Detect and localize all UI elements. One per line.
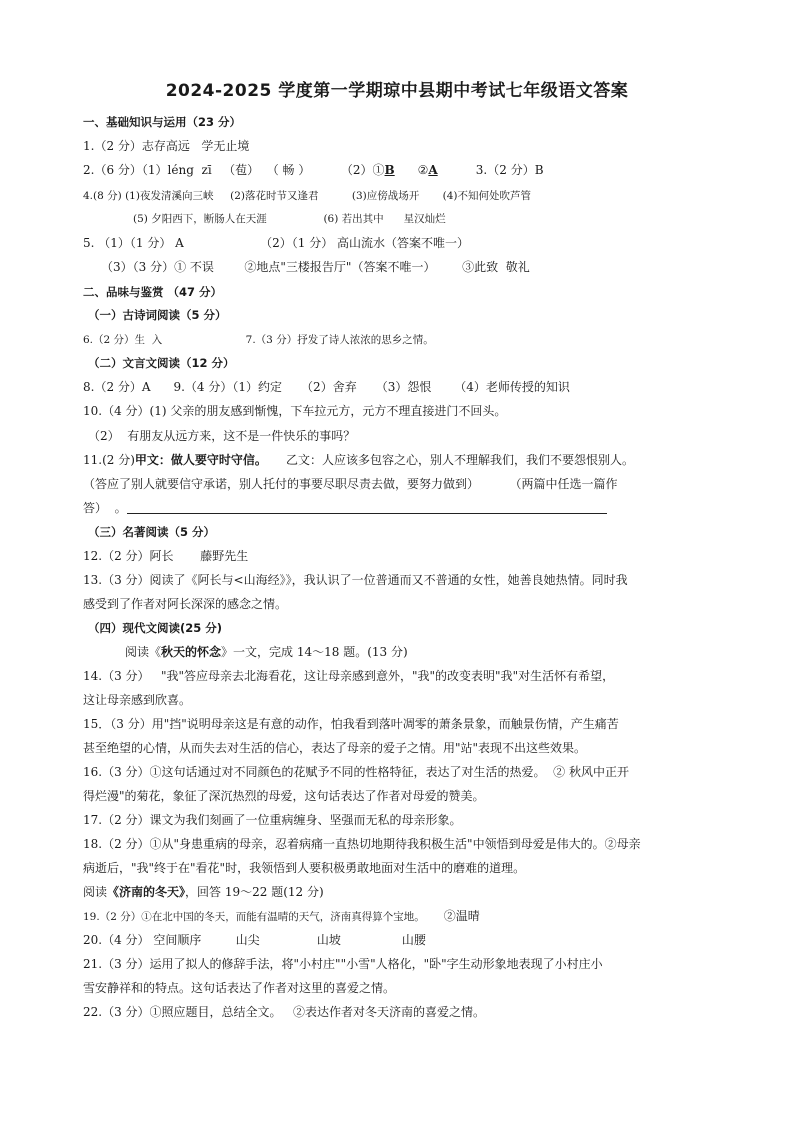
answer-6-7: 6.（2 分）生 入 7.（3 分）抒发了诗人浓浓的思乡之情。 bbox=[83, 334, 434, 346]
answer-21-line-1: 21.（3 分）运用了拟人的修辞手法，将"小村庄""小雪"人格化，"卧"字生动形象地表现了小村庄小 bbox=[83, 957, 603, 971]
document-title: 2024-2025 学度第一学期琼中县期中考试七年级语文答案 bbox=[165, 81, 629, 101]
subsection-modern-heading: （四）现代文阅读(25 分) bbox=[88, 621, 223, 635]
answer-11-jia: 甲文：做人要守时守信。 bbox=[134, 453, 267, 467]
answer-15-line-1: 15．（3 分）用"挡"说明母亲这是有意的动作，怕我看到落叶凋零的萧条景象，而触景伤情，产生痛苦 bbox=[83, 717, 619, 731]
answer-10-line-1: 10.（4 分）(1) 父亲的朋友感到惭愧，下车拉元方，元方不理直接进门不回头。 bbox=[83, 404, 507, 418]
reading-2-pre: 阅读 bbox=[83, 885, 108, 899]
answer-3-text: 3.（2 分）B bbox=[437, 163, 544, 177]
answer-20: 20.（4 分） 空间顺序 山尖 山坡 山腰 bbox=[83, 933, 426, 947]
reading-2-instruction bbox=[83, 884, 324, 900]
reading-1-pre: 阅读《 bbox=[125, 645, 162, 659]
answer-11-line-1 bbox=[83, 452, 634, 468]
answer-14-line-2: 这让母亲感到欣喜。 bbox=[83, 693, 192, 707]
answer-18-line-1: 18.（2 分）①从"身患重病的母亲，忍着病痛一直热切地期待我积极生活"中领悟到母爱是伟大的。②母亲 bbox=[83, 837, 641, 851]
answer-2-choice-2: A bbox=[428, 163, 438, 177]
answer-5-line-2: （3）（3 分）① 不误 ②地点"三楼报告厅"（答案不唯一） ③此致 敬礼 bbox=[101, 260, 530, 274]
answer-2-sep: ② bbox=[394, 163, 429, 177]
answer-10-line-2: （2） 有朋友从远方来，这不是一件快乐的事吗？ bbox=[88, 429, 356, 443]
subsection-classical-heading: （二）文言文阅读（12 分） bbox=[88, 356, 235, 370]
reading-1-instruction bbox=[125, 644, 408, 660]
answer-16-line-1: 16.（3 分）①这句话通过对不同颜色的花赋予不同的性格特征，表达了对生活的热爱。 ② 秋风中正开 bbox=[83, 765, 629, 779]
answer-11-line-2: （答应了别人就要信守承诺，别人托付的事要尽职尽责去做，要努力做到） （两篇中任选一篇作 bbox=[83, 477, 618, 491]
answer-2-text: 2.（6 分）（1）léng zī （苞） （ 畅 ） （2）① bbox=[83, 163, 385, 177]
answer-19-part-1: 19.（2 分）①在北中国的冬天，而能有温晴的天气，济南真得算个宝地。 bbox=[83, 911, 425, 923]
answer-13-line-1: 13.（3 分）阅读了《阿长与<山海经》》，我认识了一位普通而又不普通的女性，她善良她热情。同时我 bbox=[83, 573, 628, 587]
section-1-heading: 一、基础知识与运用（23 分） bbox=[83, 115, 242, 129]
reading-1-post: 》一文，完成 14～18 题。(13 分) bbox=[221, 645, 408, 659]
answer-15-line-2: 甚至绝望的心情，从而失去对生活的信心，表达了母亲的爱子之情。用"站"表现不出这些效果。 bbox=[83, 741, 587, 755]
answer-1: 1.（2 分）志存高远 学无止境 bbox=[83, 139, 250, 153]
answer-19 bbox=[83, 908, 480, 925]
answer-blank-line bbox=[127, 513, 607, 514]
answer-22: 22.（3 分）①照应题目，总结全文。 ②表达作者对冬天济南的喜爱之情。 bbox=[83, 1005, 485, 1019]
answer-5-line-1: 5. （1）（1 分） A （2）（1 分） 高山流水（答案不唯一） bbox=[83, 236, 470, 250]
answer-11-line-3: 答） 。 bbox=[83, 501, 127, 515]
answer-8-9: 8.（2 分）A 9.（4 分）（1）约定 （2）舍弃 （3）怨恨 （4）老师传授的知识 bbox=[83, 380, 570, 394]
answer-2-3 bbox=[83, 162, 544, 178]
reading-2-title: 《济南的冬天》 bbox=[107, 885, 186, 899]
answer-16-line-2: 得烂漫"的菊花，象征了深沉热烈的母爱，这句话表达了作者对母爱的赞美。 bbox=[83, 789, 485, 803]
answer-19-part-2: ②温晴 bbox=[424, 909, 480, 923]
subsection-classics-heading: （三）名著阅读（5 分） bbox=[88, 525, 216, 539]
answer-18-line-2: 病逝后，"我"终于在"看花"时，我领悟到人要积极勇敢地面对生活中的磨难的道理。 bbox=[83, 861, 526, 875]
answer-4-line-2: (5) 夕阳西下，断肠人在天涯 (6) 若出其中 星汉灿烂 bbox=[133, 213, 446, 225]
answer-11-yi: 乙文：人应该多包容之心，别人不理解我们，我们不要怨恨别人。 bbox=[266, 453, 634, 467]
reading-2-post: ，回答 19～22 题(12 分) bbox=[185, 885, 324, 899]
answer-11-number: 11.(2 分) bbox=[83, 453, 135, 467]
answer-4-line-1: 4.(8 分) (1)夜发清溪向三峡 (2)落花时节又逢君 (3)应傍战场开 (4)不知何处吹芦管 bbox=[83, 190, 531, 202]
answer-13-line-2: 感受到了作者对阿长深深的感念之情。 bbox=[83, 597, 288, 611]
subsection-poetry-heading: （一）古诗词阅读（5 分） bbox=[88, 308, 227, 322]
section-2-heading: 二、品味与鉴赏 （47 分） bbox=[83, 285, 223, 299]
answer-17: 17.（2 分）课文为我们刻画了一位重病缠身、坚强而无私的母亲形象。 bbox=[83, 813, 462, 827]
answer-21-line-2: 雪安静祥和的特点。这句话表达了作者对这里的喜爱之情。 bbox=[83, 981, 396, 995]
answer-2-choice-1: B bbox=[384, 163, 395, 177]
answer-14-line-1: 14.（3 分） "我"答应母亲去北海看花，这让母亲感到意外，"我"的改变表明"我"对生活怀有希望， bbox=[83, 669, 615, 683]
answer-12: 12.（2 分）阿长 藤野先生 bbox=[83, 549, 249, 563]
reading-1-title: 秋天的怀念 bbox=[161, 645, 222, 659]
